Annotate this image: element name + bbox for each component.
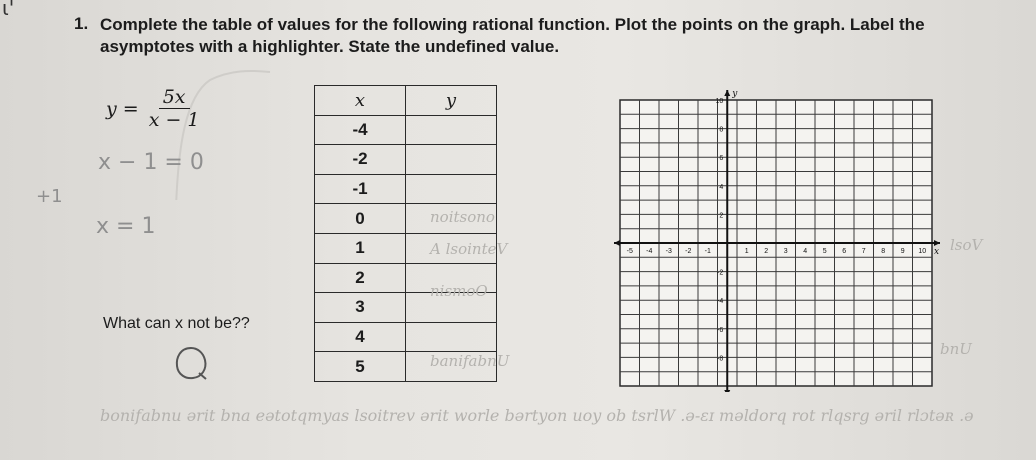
y-tick-label: 8 [719, 126, 724, 134]
undefined-value-prompt: What can x not be?? [103, 315, 250, 332]
x-cell: 1 [315, 233, 406, 263]
page-corner-mark: ɩ' [2, 0, 15, 20]
x-cell: 3 [315, 293, 406, 323]
x-cell: 0 [315, 204, 406, 234]
x-axis-label: x [934, 247, 940, 257]
y-tick-label: -4 [717, 298, 724, 306]
x-tick-label: -3 [665, 248, 672, 255]
x-tick-label: 6 [842, 248, 847, 255]
handwritten-answer-mark [172, 344, 210, 382]
table-of-values [314, 85, 497, 382]
x-cell: 5 [315, 352, 406, 382]
x-axis-arrow [934, 240, 940, 246]
handwritten-work-line1: x − 1 = 0 [98, 150, 204, 175]
x-tick-label: -5 [626, 248, 633, 255]
y-tick-label: -2 [717, 269, 724, 277]
table-row [315, 115, 497, 145]
rational-function-equation [106, 86, 204, 131]
x-axis-arrow [614, 240, 620, 246]
x-tick-label: 4 [803, 248, 808, 255]
bleedthrough-text: banifabnU [430, 352, 510, 370]
x-cell: -2 [315, 145, 406, 175]
x-column-header: x [315, 86, 406, 116]
equation-lhs: y = [106, 97, 139, 120]
question-text: Complete the table of values for the following rational function. Plot the points on the graph. Label the asymptotes with a highlighter. State the undefined value. [100, 15, 925, 56]
question-number: 1. [74, 14, 89, 33]
y-tick-label: 2 [719, 212, 724, 220]
bleedthrough-text: A lsointeV [430, 240, 508, 258]
y-cell[interactable] [406, 322, 497, 352]
x-tick-label: -4 [646, 248, 653, 255]
equation-numerator: 5x [159, 86, 190, 109]
bleedthrough-text: bonifabnu ərit bna eətotqmyas lsoitrev ərit worle bərtyon uoy ob tsrlW .ə-ɛɪ məldorq rot rlqsrg əril rlɔtəʀ .ə [100, 406, 974, 425]
handwritten-work-line2: +1 [36, 186, 63, 207]
x-tick-label: 10 [918, 248, 927, 255]
y-axis-arrow [724, 90, 730, 96]
bleedthrough-text: nismoO [430, 282, 488, 300]
y-tick-label: -6 [717, 326, 724, 334]
x-tick-label: 2 [764, 248, 769, 255]
x-cell: 4 [315, 322, 406, 352]
y-tick-label: 6 [719, 155, 724, 163]
x-tick-label: 5 [822, 248, 827, 255]
x-tick-label: 7 [861, 248, 866, 255]
x-tick-label: 1 [744, 248, 749, 255]
y-column-header: y [406, 86, 497, 116]
y-axis-label: y [732, 89, 738, 99]
x-cell: -4 [315, 115, 406, 145]
equation-denominator: x − 1 [148, 109, 200, 131]
y-cell[interactable] [406, 174, 497, 204]
y-tick-label: 4 [719, 183, 724, 191]
bleedthrough-text: lsoV [950, 236, 983, 254]
table-row [315, 145, 497, 175]
x-tick-label: 3 [783, 248, 788, 255]
y-cell[interactable] [406, 115, 497, 145]
bleedthrough-text: bnU [940, 340, 972, 358]
table-row [315, 322, 497, 352]
y-tick-label: 10 [715, 98, 724, 105]
y-axis-arrow [724, 390, 730, 392]
handwritten-work-line3: x = 1 [96, 214, 156, 239]
x-cell: -1 [315, 174, 406, 204]
table-row [315, 174, 497, 204]
y-tick-label: -8 [717, 355, 724, 363]
bleedthrough-text: noitsono [430, 208, 495, 226]
x-tick-label: -1 [704, 248, 711, 255]
coordinate-grid[interactable] [600, 82, 945, 392]
x-tick-label: 8 [881, 248, 886, 255]
x-cell: 2 [315, 263, 406, 293]
equation-fraction [145, 86, 204, 131]
y-cell[interactable] [406, 145, 497, 175]
x-tick-label: 9 [900, 248, 905, 255]
table-header-row [315, 86, 497, 116]
x-tick-label: -2 [685, 248, 692, 255]
